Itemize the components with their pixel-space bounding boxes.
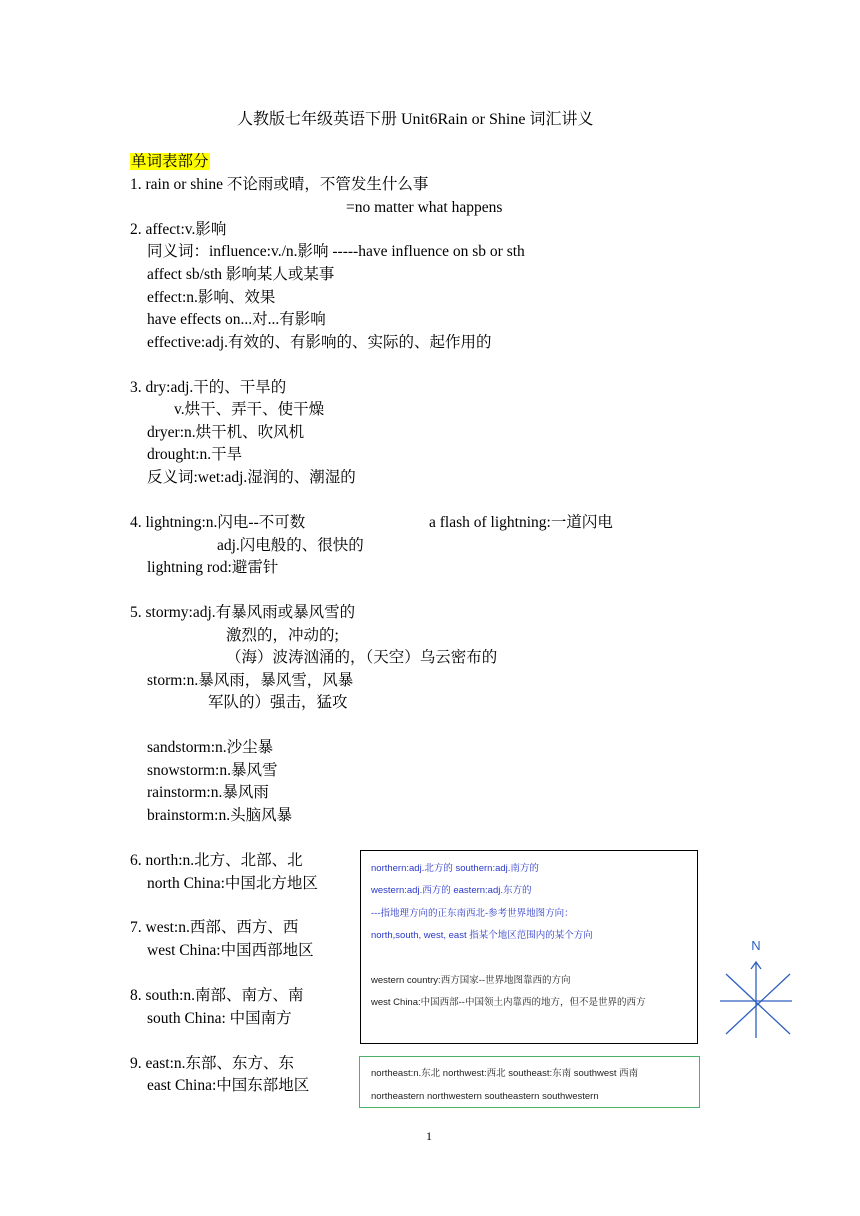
text-line: north China:中国北方地区 [147, 875, 318, 892]
text-line: dryer:n.烘干机、吹风机 [147, 424, 305, 441]
page-title: 人教版七年级英语下册 Unit6Rain or Shine 词汇讲义 [237, 111, 594, 128]
text-line: effect:n.影响、效果 [147, 289, 276, 306]
text-line: 6. north:n.北方、北部、北 [130, 852, 303, 869]
text-line: 激烈的，冲动的; [226, 627, 339, 644]
text-line: drought:n.干旱 [147, 446, 243, 463]
text-line: lightning rod:避雷针 [147, 559, 279, 576]
text-line: 军队的）强击，猛攻 [208, 694, 348, 711]
text-line: 8. south:n.南部、南方、南 [130, 987, 304, 1004]
compass-north-label: N [751, 938, 761, 953]
text-line: west China:中国西部--中国领土内靠西的地方，但不是世界的西方 [371, 997, 646, 1008]
text-line: rainstorm:n.暴风雨 [147, 784, 269, 801]
text-line: affect sb/sth 影响某人或某事 [147, 266, 335, 283]
text-line: 1. rain or shine 不论雨或晴，不管发生什么事 [130, 176, 429, 193]
text-line: （海）波涛汹涌的，（天空）乌云密布的 [226, 649, 498, 666]
text-line: v.烘干、弄干、使干燥 [174, 401, 325, 418]
text-line: 4. lightning:n.闪电--不可数 [130, 514, 306, 531]
directions-note-box [360, 850, 698, 1044]
text-line: 反义词:wet:adj.湿润的、潮湿的 [147, 469, 356, 486]
text-line: north,south, west, east 指某个地区范围内的某个方向 [371, 930, 593, 941]
text-line: ---指地理方向的正东南西北-参考世界地图方向： [371, 908, 574, 919]
text-line: 同义词：influence:v./n.影响 -----have influence on sb or sth [147, 243, 525, 260]
section-heading [130, 152, 210, 172]
text-line: sandstorm:n.沙尘暴 [147, 739, 274, 756]
text-line: east China:中国东部地区 [147, 1077, 310, 1094]
page-number: 1 [426, 1129, 432, 1143]
text-line: western:adj.西方的 eastern:adj.东方的 [371, 885, 532, 896]
text-line: brainstorm:n.头脑风暴 [147, 807, 293, 824]
text-line: 9. east:n.东部、东方、东 [130, 1055, 295, 1072]
text-line: west China:中国西部地区 [147, 942, 314, 959]
text-line: effective:adj.有效的、有影响的、实际的、起作用的 [147, 334, 492, 351]
text-line: 5. stormy:adj.有暴风雨或暴风雪的 [130, 604, 356, 621]
text-line: northeastern northwestern southeastern southwestern [371, 1091, 599, 1102]
text-line: 7. west:n.西部、西方、西 [130, 919, 299, 936]
text-line: have effects on...对...有影响 [147, 311, 326, 328]
text-line: snowstorm:n.暴风雪 [147, 762, 278, 779]
text-line: western country:西方国家--世界地图靠西的方向 [371, 975, 571, 986]
text-line: south China: 中国南方 [147, 1010, 292, 1027]
text-line: adj.闪电般的、很快的 [217, 537, 364, 554]
text-line: northeast:n.东北 northwest:西北 southeast:东南 southwest 西南 [371, 1068, 639, 1079]
text-line: =no matter what happens [346, 199, 503, 216]
text-line: northern:adj.北方的 southern:adj.南方的 [371, 863, 539, 874]
section-heading-text: 单词表部分 [131, 153, 209, 170]
text-line: storm:n.暴风雨，暴风雪，风暴 [147, 672, 354, 689]
compass-icon [716, 934, 798, 1040]
text-line: 3. dry:adj.干的、干旱的 [130, 379, 287, 396]
text-line: a flash of lightning:一道闪电 [429, 514, 613, 531]
text-line: 2. affect:v.影响 [130, 221, 227, 238]
